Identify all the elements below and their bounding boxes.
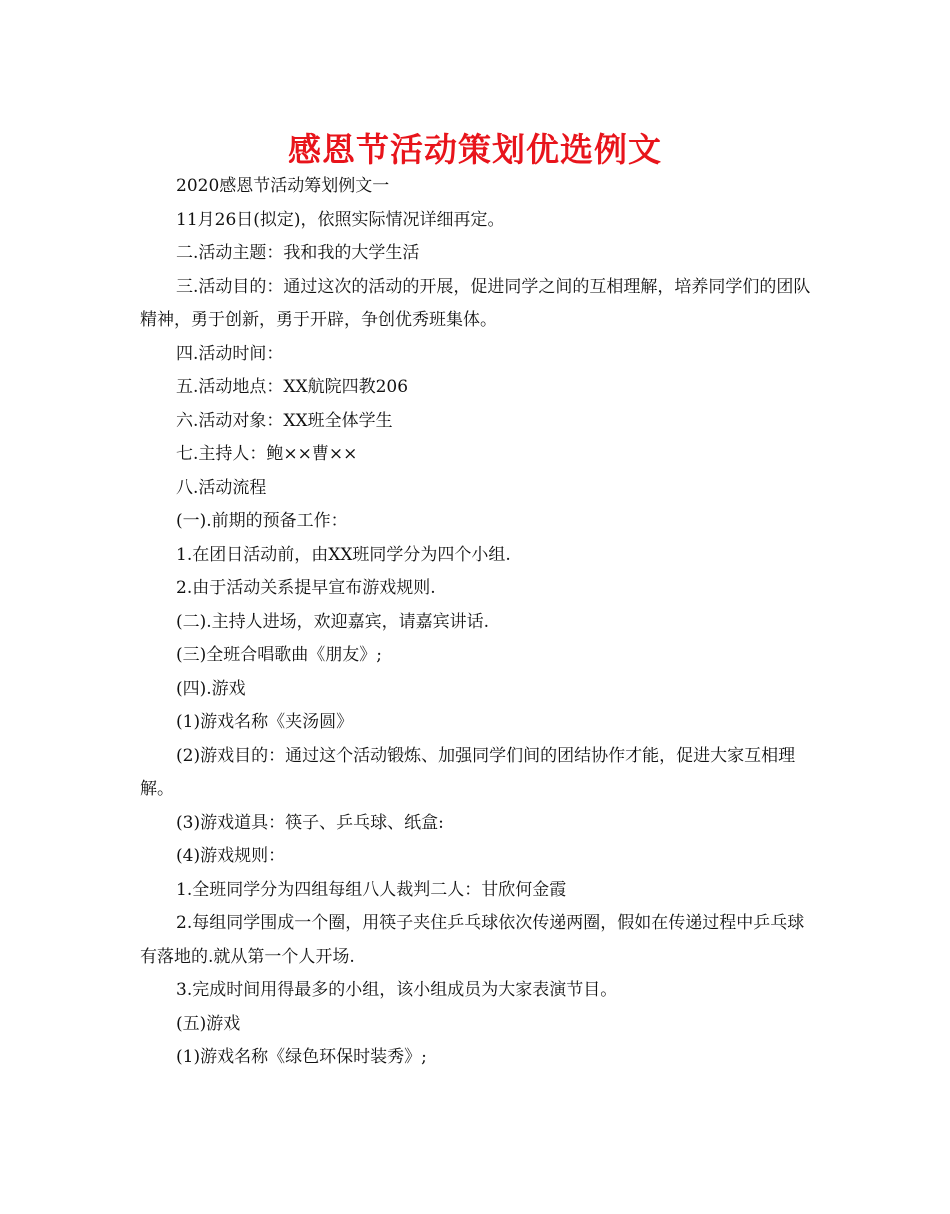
paragraph: 五.活动地点：XX航院四教206 (176, 377, 409, 397)
paragraph: 2.每组同学围成一个圈，用筷子夹住乒乓球依次传递两圈，假如在传递过程中乒乓球有落地的.就从第一个人开场. (140, 913, 805, 967)
paragraph: 3.完成时间用得最多的小组，该小组成员为大家表演节目。 (176, 980, 618, 1000)
paragraph: 2020感恩节活动筹划例文一 (176, 176, 390, 196)
paragraph: 四.活动时间： (176, 343, 284, 364)
paragraph: 二.活动主题：我和我的大学生活 (176, 243, 420, 263)
paragraph: 三.活动目的：通过这次的活动的开展，促进同学之间的互相理解，培养同学们的团队精神，勇于创新，勇于开辟，争创优秀班集体。 (140, 276, 811, 330)
paragraph: 八.活动流程 (176, 477, 267, 498)
paragraph: (三)全班合唱歌曲《朋友》; (176, 645, 382, 665)
paragraph: 11月26日(拟定)，依照实际情况详细再定。 (176, 209, 505, 230)
paragraph: 2.由于活动关系提早宣布游戏规则. (176, 578, 436, 598)
paragraph: 六.活动对象：XX班全体学生 (176, 410, 393, 431)
paragraph: (3)游戏道具：筷子、乒乓球、纸盒: (176, 812, 444, 833)
paragraph: (一).前期的预备工作： (176, 511, 348, 531)
paragraph: (1)游戏名称《夹汤圆》 (176, 712, 354, 732)
paragraph: 1.全班同学分为四组每组八人裁判二人：甘欣何金霞 (176, 879, 567, 900)
paragraph: 1.在团日活动前，由XX班同学分为四个小组. (176, 544, 511, 565)
paragraph: (1)游戏名称《绿色环保时装秀》; (176, 1047, 427, 1067)
paragraph: (2)游戏目的：通过这个活动锻炼、加强同学们间的团结协作才能，促进大家互相理解。 (140, 745, 796, 799)
paragraph: (二).主持人进场，欢迎嘉宾，请嘉宾讲话. (176, 611, 490, 632)
document-body (140, 170, 812, 1075)
document-title: 感恩节活动策划优选例文 (288, 130, 662, 169)
paragraph: (四).游戏 (176, 678, 246, 699)
paragraph: (4)游戏规则： (176, 846, 286, 866)
paragraph: 七.主持人：鲍××曹×× (176, 444, 358, 464)
paragraph: (五)游戏 (176, 1013, 241, 1034)
